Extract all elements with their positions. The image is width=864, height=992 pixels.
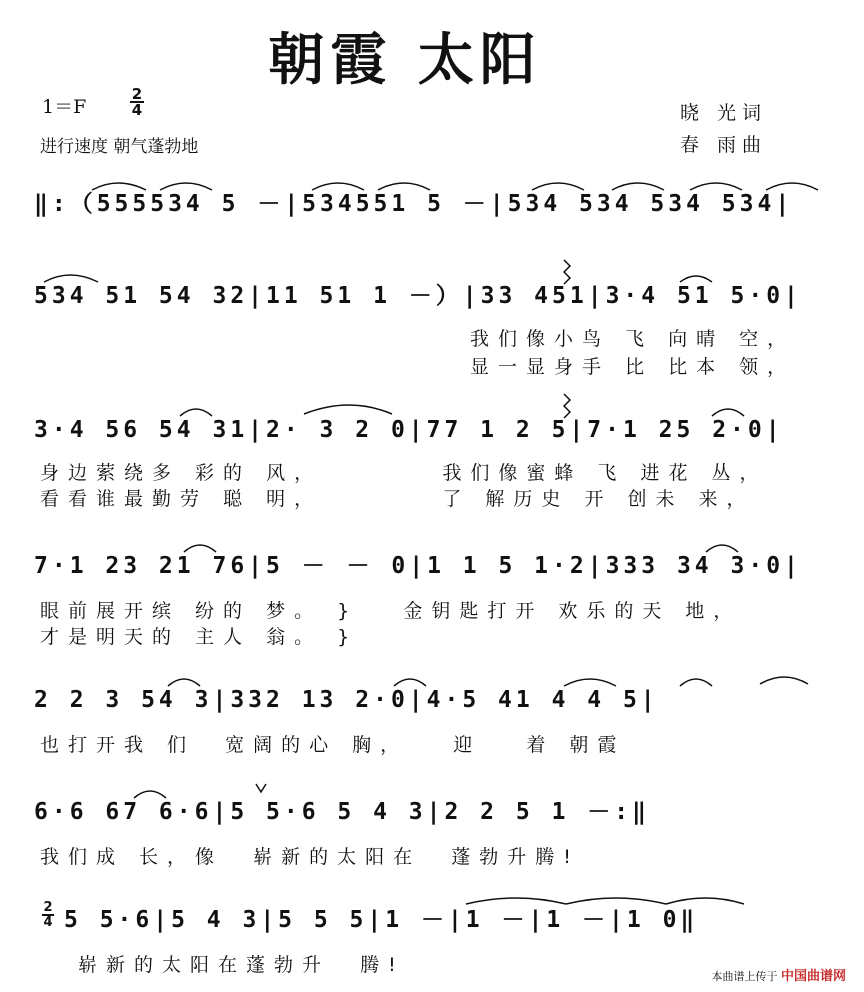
glissando-mark xyxy=(564,394,570,418)
slur xyxy=(680,679,712,686)
slur xyxy=(680,276,712,282)
slur xyxy=(564,679,616,686)
lyric-line: 也打开我 们 宽阔的心 胸， 迎 着 朝霞 xyxy=(40,734,626,756)
lyric-line: 看看谁最勤劳 聪 明， 了 解历史 开 创未 来， xyxy=(40,488,755,510)
slur xyxy=(760,677,808,684)
triplet-slur xyxy=(766,183,818,190)
notes-line: 7·1 23 21 76|5 － － 0|1 1 5 1·2|333 34 3·0| xyxy=(34,553,802,579)
slur xyxy=(184,545,216,552)
triplet-slur xyxy=(92,183,146,190)
lyric-line: 显一显身手 比 比本 领， xyxy=(470,356,796,378)
triplet-slur xyxy=(612,183,664,190)
slur xyxy=(706,545,738,552)
composer-credit: 春 雨曲 xyxy=(680,134,768,156)
slur xyxy=(134,791,166,798)
triplet-slur xyxy=(532,183,584,190)
lyricist-credit: 晓 光词 xyxy=(680,102,768,124)
glissando-mark xyxy=(564,260,570,284)
lyric-line: 眼前展开缤 纷的 梦。 } 金钥匙打开 欢乐的天 地， xyxy=(40,600,742,622)
time-signature-bottom: 4 xyxy=(43,915,53,930)
notes-line: 6·6 67 6·6|5 5·6 5 4 3|2 2 5 1 －:‖ xyxy=(34,799,650,825)
tempo-marking: 进行速度 朝气蓬勃地 xyxy=(40,137,199,157)
slur xyxy=(712,409,744,416)
notes-line: 534 51 54 32|11 51 1 －）|33 451|3·4 51 5·0| xyxy=(34,283,802,309)
slur xyxy=(180,409,212,416)
triplet-slur xyxy=(378,183,430,190)
lyric-line: 身边萦绕多 彩的 风， 我们像蜜蜂 飞 进花 丛， xyxy=(40,462,768,484)
triplet-slur xyxy=(312,183,364,190)
lyric-line: 我们成 长，像 崭新的太阳在 蓬勃升腾! xyxy=(40,846,580,868)
time-signature-top: 2 xyxy=(131,85,143,103)
footer-text: 本曲谱上传于 xyxy=(711,970,778,983)
tie xyxy=(566,898,666,904)
slur xyxy=(394,679,426,686)
key-signature: 1＝F xyxy=(42,96,87,118)
notes-line: 2 2 3 54 3|332 13 2·0|4·5 41 4 4 5| xyxy=(34,687,659,713)
footer-credit xyxy=(711,965,846,984)
breath-mark xyxy=(256,784,266,792)
site-logo: 中国曲谱网 xyxy=(780,969,846,984)
slur xyxy=(304,405,392,414)
triplet-slur xyxy=(160,183,212,190)
notes-line: ‖:（555534 5 －|534551 5 －|534 534 534 534| xyxy=(34,191,794,217)
lyric-line: 我们像小鸟 飞 向晴 空， xyxy=(470,328,796,350)
triplet-slur xyxy=(690,183,742,190)
lyric-line: 才是明天的 主人 翁。 } xyxy=(40,626,359,648)
tie xyxy=(466,898,566,904)
notes-line: 5 5·6|5 4 3|5 5 5|1 －|1 －|1 －|1 0‖ xyxy=(64,907,699,933)
notes-line: 3·4 56 54 31|2· 3 2 0|77 1 2 5|7·1 25 2·0| xyxy=(34,417,784,443)
song-title: 朝霞 太阳 xyxy=(268,28,542,93)
time-signature-bottom: 4 xyxy=(131,101,143,119)
time-signature-top: 2 xyxy=(43,900,53,915)
lyric-line: 崭新的太阳在蓬勃升 腾! xyxy=(78,954,405,976)
triplet-slur xyxy=(44,275,98,282)
tie xyxy=(666,898,744,904)
slur xyxy=(168,679,200,686)
